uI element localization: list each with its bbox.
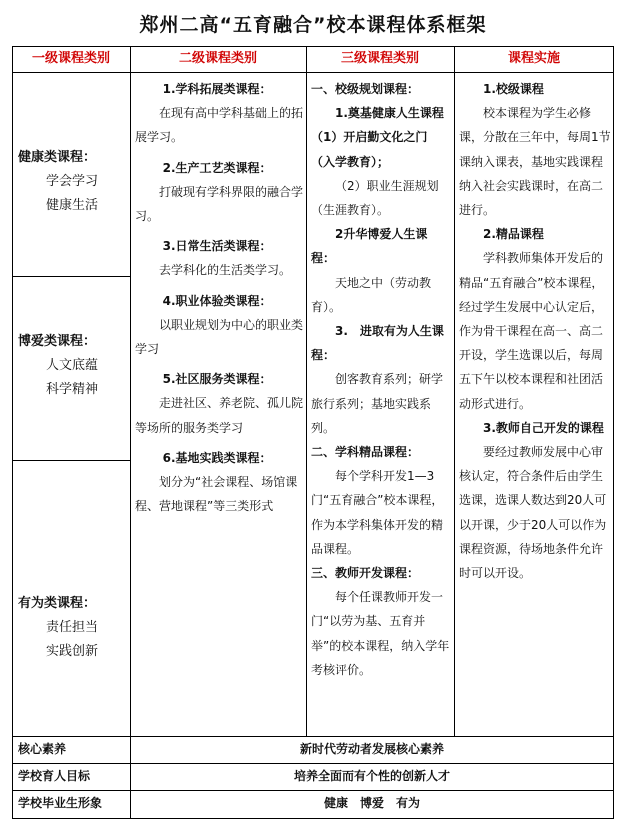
level2-paragraph: 2.生产工艺类课程： — [162, 160, 272, 175]
level1-item: 人文底蕴 — [46, 358, 99, 373]
page-title: 郑州二高“五育融合”校本课程体系框架 — [139, 14, 487, 36]
implementation-paragraph: 要经过教师发展中心审核认定，符合条件后由学生选课，选课人数达到20人可以开课，少于20人可以作为课程资源，待场地条件允许时可以开设。 — [459, 445, 607, 581]
level3-paragraph: 每个任课教师开发一门“以劳为基、五育并举”的校本课程，纳入学年考核评价。 — [311, 590, 450, 677]
curriculum-table — [12, 46, 614, 819]
header-level3: 三级课程类别 — [340, 51, 419, 66]
implementation-paragraph: 3.教师自己开发的课程 — [483, 420, 604, 435]
level3-paragraph: 3. 进取有为人生课程： — [311, 324, 444, 363]
level1-item: 健康生活 — [46, 198, 99, 213]
level2-paragraph: 以职业规划为中心的职业类学习 — [135, 317, 304, 357]
level1-item: 实践创新 — [46, 644, 99, 659]
level3-paragraph: 天地之中（劳动教育）。 — [311, 275, 432, 314]
level2-column — [135, 77, 303, 518]
level2-paragraph: 3.日常生活类课程： — [162, 239, 272, 254]
header-implementation: 课程实施 — [507, 51, 560, 66]
implementation-paragraph: 2.精品课程 — [483, 227, 544, 242]
level1-item: 责任担当 — [46, 620, 99, 635]
level3-column — [311, 77, 451, 682]
header-level1: 一级课程类别 — [31, 51, 110, 66]
core-literacy-value: 新时代劳动者发展核心素养 — [299, 742, 444, 756]
level1-item: 科学精神 — [46, 382, 99, 397]
level3-paragraph: 1.奠基健康人生课程（1）开启勤文化之门（入学教育）； — [311, 106, 444, 169]
core-literacy-label: 核心素养 — [18, 742, 67, 756]
level2-paragraph: 5.社区服务类课程： — [162, 372, 272, 387]
level1-name: 有为类课程： — [18, 596, 97, 611]
level3-paragraph: 创客教育系列；研学旅行系列；基地实践系列。 — [311, 372, 444, 435]
level2-paragraph: 走进社区、养老院、孤儿院等场所的服务类学习 — [135, 396, 304, 435]
level3-paragraph: 一、校级规划课程： — [311, 82, 420, 96]
level1-love — [18, 330, 98, 402]
implementation-paragraph: 学科教师集体开发后的精品“五育融合”校本课程，经过学生发展中心认定后，作为骨干课程在高一、高二开设，学生选课以后，每周五下午以校本课程和社团活动形式进行。 — [459, 251, 604, 411]
implementation-paragraph: 1.校级课程 — [483, 82, 544, 96]
level3-paragraph: （2）职业生涯规划（生涯教育）。 — [311, 178, 439, 218]
level2-paragraph: 去学科化的生活类学习。 — [159, 263, 292, 278]
implementation-paragraph: 校本课程为学生必修课，分散在三年中，每周1节课纳入课表，基地实践课程纳入社会实践课时，在高二进行。 — [459, 106, 611, 218]
education-goal-value: 培养全面而有个性的创新人才 — [293, 769, 450, 783]
level3-paragraph: 二、学科精品课程： — [311, 445, 420, 460]
level3-paragraph: 2升华博爱人生课程： — [311, 227, 428, 266]
implementation-column — [459, 77, 611, 585]
level1-achieve — [18, 592, 98, 664]
level2-paragraph: 打破现有学科界限的融合学习。 — [135, 184, 304, 224]
header-level2: 二级课程类别 — [178, 51, 257, 66]
level3-paragraph: 每个学科开发1—3门“五育融合”校本课程，作为本学科集体开发的精品课程。 — [311, 469, 444, 556]
level2-paragraph: 在现有高中学科基础上的拓展学习。 — [135, 106, 304, 145]
level2-paragraph: 划分为“社会课程、场馆课程、营地课程”等三类形式 — [135, 475, 298, 514]
graduate-image-value: 健康 博爱 有为 — [323, 796, 420, 810]
level2-paragraph: 4.职业体验类课程： — [162, 293, 272, 308]
education-goal-label: 学校育人目标 — [18, 769, 91, 783]
level3-paragraph: 三、教师开发课程： — [311, 566, 420, 581]
level1-health — [18, 146, 98, 218]
level1-name: 健康类课程： — [18, 150, 97, 165]
level1-item: 学会学习 — [46, 174, 99, 189]
graduate-image-label: 学校毕业生形象 — [18, 796, 103, 810]
level2-paragraph: 1.学科拓展类课程： — [162, 82, 272, 96]
level1-name: 博爱类课程： — [18, 334, 97, 349]
level2-paragraph: 6.基地实践类课程： — [162, 450, 272, 465]
